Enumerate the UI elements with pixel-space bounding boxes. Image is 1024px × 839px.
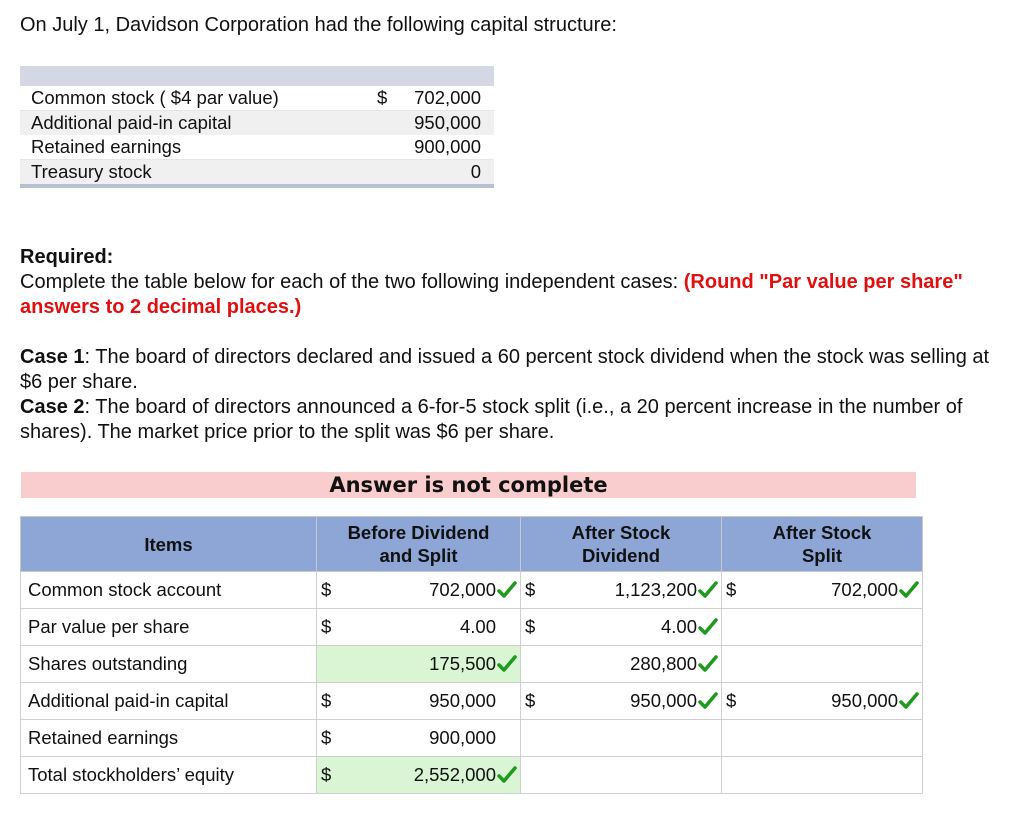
answer-cell-before[interactable] <box>317 646 521 683</box>
answer-cell-dividend[interactable] <box>521 609 722 646</box>
answer-value[interactable]: 900,000 <box>429 727 496 748</box>
capital-row-label: Common stock ( $4 par value) <box>31 87 279 108</box>
correct-check-icon <box>899 683 919 719</box>
case-1-label: Case 1 <box>20 346 85 368</box>
table-row <box>21 683 923 720</box>
capital-row-dollar: $ <box>377 87 388 108</box>
capital-structure-table <box>20 66 494 188</box>
answer-cell-before[interactable] <box>317 572 521 609</box>
capital-row <box>20 135 494 160</box>
case-2-text: : The board of directors announced a 6-for-5 stock split (i.e., a 20 percent increase in the number of shares). The market price prior to the split was $6 per share. <box>20 396 963 443</box>
correct-check-icon <box>698 646 718 682</box>
answer-status-banner: Answer is not complete <box>21 472 916 498</box>
dollar-sign: $ <box>321 616 332 637</box>
required-text: Complete the table below for each of the two following independent cases: <box>20 271 679 293</box>
dollar-sign: $ <box>321 727 332 748</box>
answer-value[interactable]: 950,000 <box>429 690 496 711</box>
answer-cell-before[interactable] <box>317 683 521 720</box>
dollar-sign: $ <box>726 579 737 600</box>
answer-value[interactable]: 2,552,000 <box>413 764 496 785</box>
capital-row-label: Retained earnings <box>31 136 182 157</box>
header-after-dividend: After Stock Dividend <box>521 517 722 572</box>
capital-row-value: 900,000 <box>414 136 481 157</box>
header-items: Items <box>21 517 317 572</box>
answer-value[interactable]: 950,000 <box>630 690 697 711</box>
capital-row-value: 950,000 <box>414 112 481 133</box>
dollar-sign: $ <box>525 690 536 711</box>
dollar-sign: $ <box>321 764 332 785</box>
correct-check-icon <box>497 757 517 793</box>
answer-value[interactable]: 702,000 <box>831 579 898 600</box>
capital-table-header <box>20 66 494 86</box>
dollar-sign: $ <box>525 616 536 637</box>
required-section <box>20 245 1010 320</box>
capital-row <box>20 111 494 135</box>
table-row <box>21 646 923 683</box>
answer-cell-split[interactable] <box>722 683 923 720</box>
dollar-sign: $ <box>321 690 332 711</box>
answer-value[interactable]: 4.00 <box>459 616 496 637</box>
answer-cell-before[interactable] <box>317 609 521 646</box>
answer-cell-dividend[interactable] <box>521 646 722 683</box>
answer-cell-split[interactable] <box>722 757 923 794</box>
capital-row-label: Additional paid-in capital <box>31 112 232 133</box>
cases-section <box>20 345 1010 445</box>
correct-check-icon <box>497 572 517 608</box>
answer-cell-split[interactable] <box>722 646 923 683</box>
answer-cell-split[interactable] <box>722 609 923 646</box>
table-row <box>21 720 923 757</box>
capital-row <box>20 86 494 111</box>
table-row <box>21 609 923 646</box>
answer-value[interactable]: 175,500 <box>429 653 496 674</box>
table-row <box>21 572 923 609</box>
row-item-label: Par value per share <box>21 609 317 646</box>
required-note: (Round "Par value per share" answers to 2 decimal places.) <box>20 271 963 318</box>
answer-cell-dividend[interactable] <box>521 720 722 757</box>
capital-row-value: 0 <box>470 161 481 182</box>
row-item-label: Common stock account <box>21 572 317 609</box>
required-heading: Required: <box>20 246 114 268</box>
answer-value[interactable]: 1,123,200 <box>614 579 697 600</box>
answer-cell-split[interactable] <box>722 720 923 757</box>
capital-row <box>20 160 494 184</box>
answer-value[interactable]: 4.00 <box>660 616 697 637</box>
header-before: Before Dividend and Split <box>317 517 521 572</box>
correct-check-icon <box>899 572 919 608</box>
dollar-sign: $ <box>726 690 737 711</box>
row-item-label: Retained earnings <box>21 720 317 757</box>
row-item-label: Total stockholders’ equity <box>21 757 317 794</box>
case-1 <box>20 345 1010 395</box>
correct-check-icon <box>698 609 718 645</box>
case-2-label: Case 2 <box>20 396 85 418</box>
capital-table-footer <box>20 184 494 188</box>
table-row <box>21 757 923 794</box>
answer-cell-dividend[interactable] <box>521 572 722 609</box>
case-1-text: : The board of directors declared and issued a 60 percent stock dividend when the stock was selling at $6 per share. <box>20 346 990 393</box>
capital-row-value: 702,000 <box>414 87 481 108</box>
answer-cell-dividend[interactable] <box>521 757 722 794</box>
answer-cell-dividend[interactable] <box>521 683 722 720</box>
case-2 <box>20 395 1010 445</box>
answer-table-header <box>21 517 923 572</box>
answer-value[interactable]: 280,800 <box>630 653 697 674</box>
row-item-label: Additional paid-in capital <box>21 683 317 720</box>
header-after-split: After Stock Split <box>722 517 923 572</box>
answer-table <box>20 516 923 794</box>
dollar-sign: $ <box>525 579 536 600</box>
answer-cell-split[interactable] <box>722 572 923 609</box>
answer-cell-before[interactable] <box>317 720 521 757</box>
capital-row-label: Treasury stock <box>31 161 152 182</box>
correct-check-icon <box>698 683 718 719</box>
answer-value[interactable]: 950,000 <box>831 690 898 711</box>
row-item-label: Shares outstanding <box>21 646 317 683</box>
answer-cell-before[interactable] <box>317 757 521 794</box>
correct-check-icon <box>698 572 718 608</box>
dollar-sign: $ <box>321 579 332 600</box>
answer-value[interactable]: 702,000 <box>429 579 496 600</box>
correct-check-icon <box>497 646 517 682</box>
intro-text: On July 1, Davidson Corporation had the following capital structure: <box>20 14 617 36</box>
